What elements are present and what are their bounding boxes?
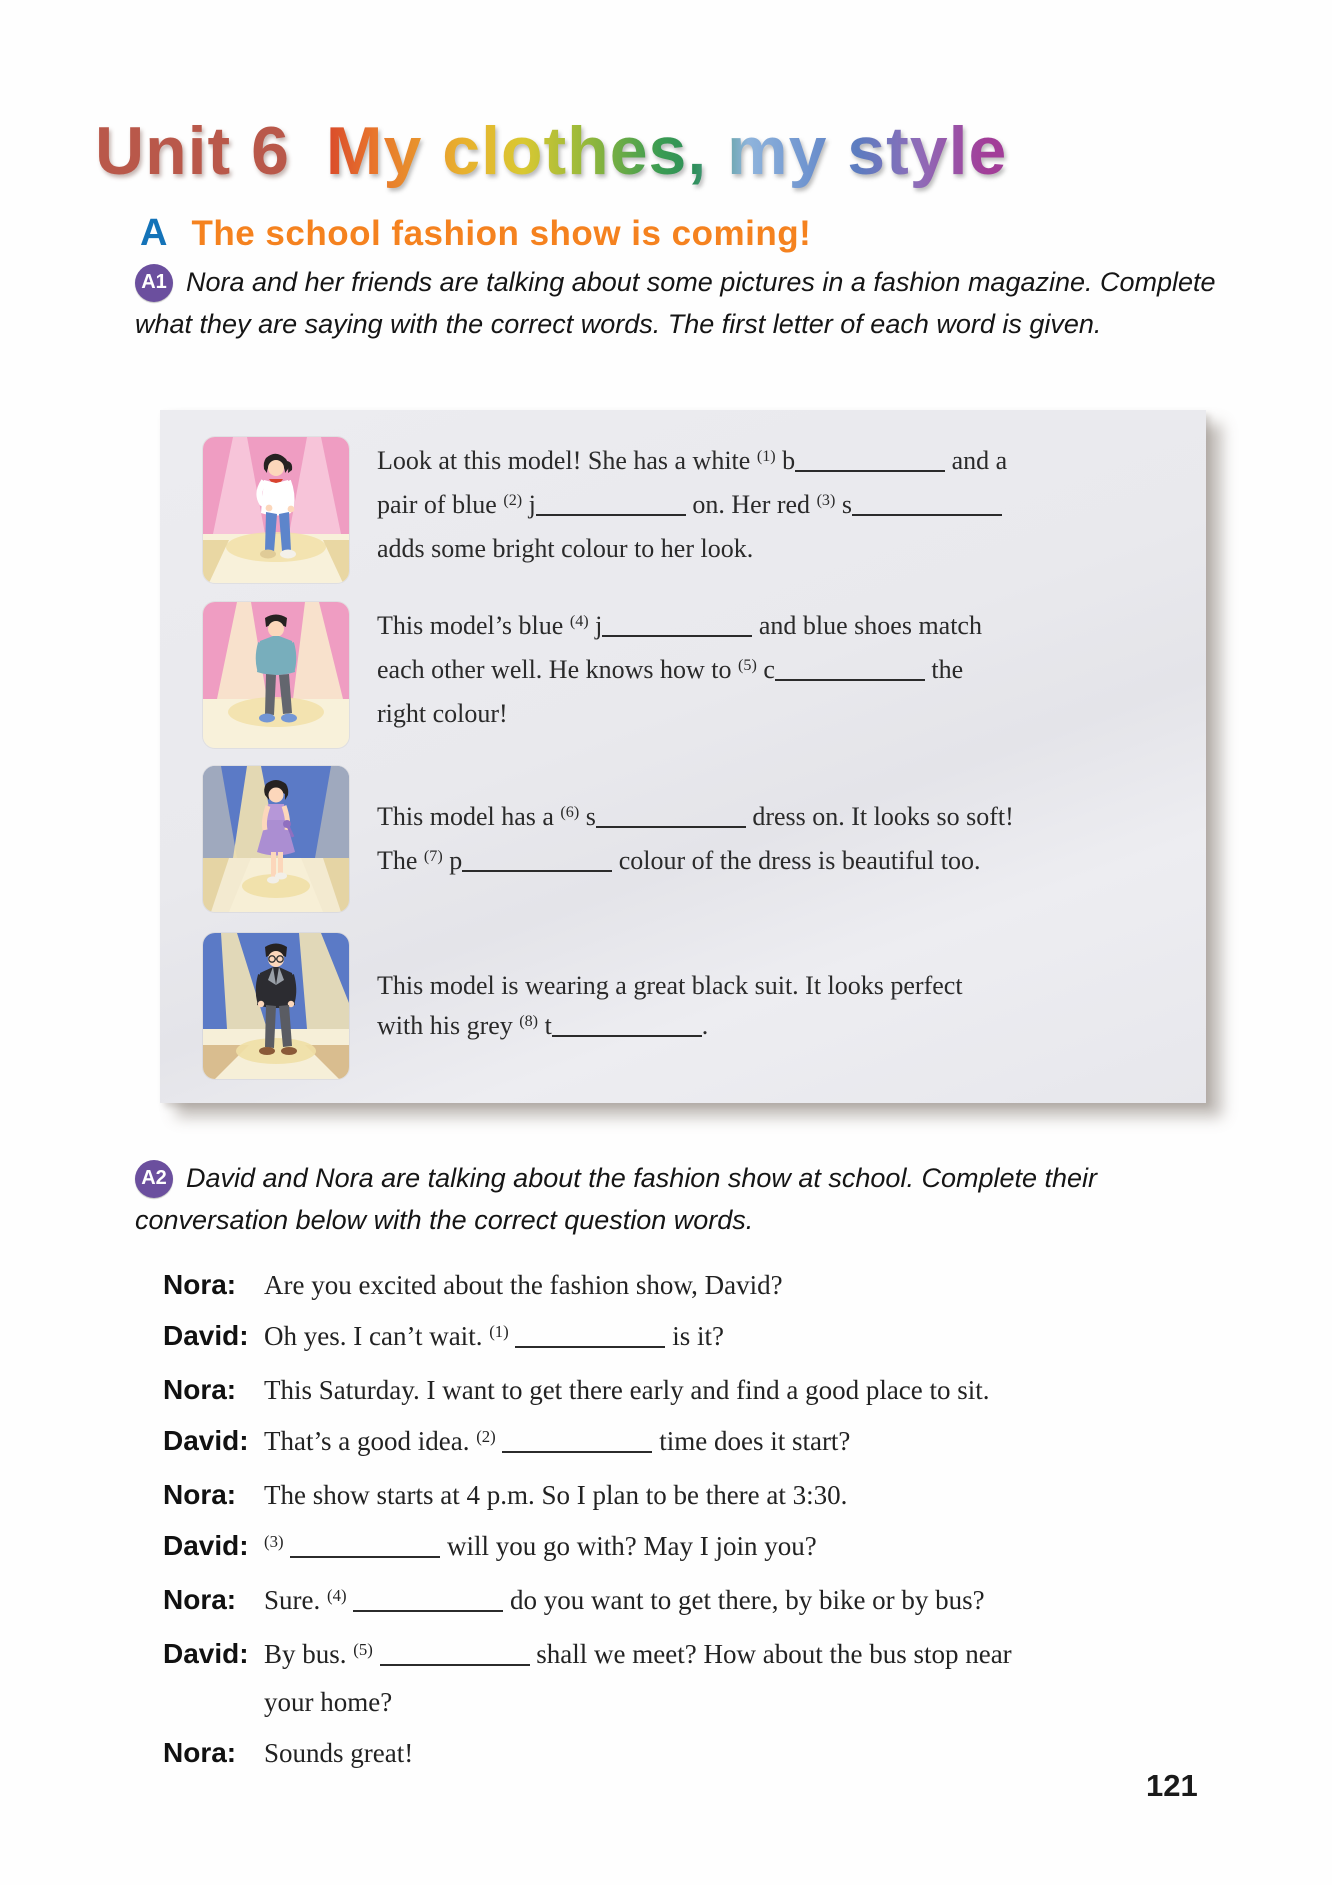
speaker-label: Nora: bbox=[163, 1584, 237, 1615]
section-letter: A bbox=[140, 212, 168, 254]
dialogue-line: $^{(3)}$ will you go with? May I join you? bbox=[264, 1531, 817, 1561]
model-photo-1 bbox=[203, 437, 349, 583]
blank-number-superscript: (4) bbox=[327, 1585, 347, 1605]
a1-worksheet-panel bbox=[160, 410, 1206, 1103]
blank-number-superscript: (5) bbox=[738, 657, 757, 675]
a2-dialogue bbox=[163, 1262, 1223, 1781]
dialogue-row bbox=[163, 1730, 1223, 1776]
dialogue-line: Oh yes. I can’t wait. $^{(1)}$ is it? bbox=[264, 1321, 724, 1351]
speaker-label: David: bbox=[163, 1320, 249, 1351]
fill-in-blank[interactable] bbox=[852, 514, 1002, 516]
dialogue-line: Sounds great! bbox=[264, 1738, 414, 1768]
dialogue-line: The show starts at 4 p.m. So I plan to be there at 3:30. bbox=[264, 1480, 848, 1510]
female-model-blue-stage-illustration bbox=[203, 766, 349, 912]
a1-b2-line1: This model’s blue $^{(4)}$ j and blue shoes match bbox=[377, 611, 982, 640]
dialogue-line: This Saturday. I want to get there early and find a good place to sit. bbox=[264, 1375, 990, 1405]
a1-b1-line1: Look at this model! She has a white $^{(1)}$ b and a bbox=[377, 446, 1008, 475]
speaker-label: Nora: bbox=[163, 1269, 237, 1300]
blank-number-superscript: (2) bbox=[503, 492, 523, 510]
dialogue-line: By bus. $^{(5)}$ shall we meet? How about the bus stop near your home? bbox=[264, 1639, 1012, 1717]
fill-in-blank[interactable] bbox=[602, 635, 752, 637]
speaker-label: David: bbox=[163, 1425, 249, 1456]
dialogue-row bbox=[163, 1472, 1223, 1518]
a2-instruction-row bbox=[135, 1158, 1235, 1199]
dialogue-row bbox=[163, 1577, 1223, 1626]
speaker-label: Nora: bbox=[163, 1737, 237, 1768]
fill-in-blank[interactable] bbox=[536, 514, 686, 516]
a2-instructions-line2: conversation below with the correct question words. bbox=[135, 1205, 754, 1235]
male-model-black-suit-illustration bbox=[203, 933, 349, 1079]
fill-in-blank[interactable] bbox=[795, 470, 945, 472]
fill-in-blank[interactable] bbox=[596, 826, 746, 828]
blank-number-superscript: (2) bbox=[476, 1426, 496, 1446]
unit-title: My clothes, my style bbox=[325, 113, 1008, 189]
male-model-pink-stage-illustration bbox=[203, 602, 349, 748]
dialogue-line: Sure. $^{(4)}$ do you want to get there, by bike or by bus? bbox=[264, 1585, 985, 1615]
fill-in-blank[interactable] bbox=[515, 1346, 665, 1348]
model-photo-2 bbox=[203, 602, 349, 748]
model-photo-4 bbox=[203, 933, 349, 1079]
blank-number-superscript: (1) bbox=[756, 448, 776, 466]
a1-instructions-line2: what they are saying with the correct words. The first letter of each word is given. bbox=[135, 309, 1102, 339]
fill-in-blank[interactable] bbox=[353, 1610, 503, 1612]
blank-number-superscript: (7) bbox=[423, 848, 443, 866]
a2-instructions-line1: David and Nora are talking about the fashion show at school. Complete their bbox=[186, 1163, 1098, 1193]
fill-in-blank[interactable] bbox=[290, 1556, 440, 1558]
unit-number: Unit 6 bbox=[95, 113, 290, 189]
blank-number-superscript: (6) bbox=[560, 804, 580, 822]
blank-number-superscript: (3) bbox=[264, 1531, 284, 1551]
a1-text-block-2 bbox=[377, 606, 1189, 734]
a1-b1-line3: adds some bright colour to her look. bbox=[377, 534, 754, 563]
blank-number-superscript: (8) bbox=[519, 1013, 539, 1031]
dialogue-line: That’s a good idea. $^{(2)}$ time does it start? bbox=[264, 1426, 851, 1456]
dialogue-row bbox=[163, 1418, 1223, 1467]
speaker-label: Nora: bbox=[163, 1479, 237, 1510]
dialogue-row bbox=[163, 1262, 1223, 1308]
exercise-a2 bbox=[135, 1158, 1235, 1241]
unit-header bbox=[95, 112, 1007, 190]
a1-b1-line2: pair of blue $^{(2)}$ j on. Her red $^{(3)}$ s bbox=[377, 485, 1189, 529]
fill-in-blank[interactable] bbox=[380, 1664, 530, 1666]
a1-b2-line3: right colour! bbox=[377, 699, 508, 728]
section-heading bbox=[140, 212, 811, 255]
section-title: The school fashion show is coming! bbox=[191, 214, 812, 253]
a1-b3-line1: This model has a $^{(6)}$ s dress on. It looks so soft! bbox=[377, 802, 1014, 831]
model-photo-3 bbox=[203, 766, 349, 912]
female-model-pink-stage-illustration bbox=[203, 437, 349, 583]
dialogue-row bbox=[163, 1313, 1223, 1362]
dialogue-line: Are you excited about the fashion show, David? bbox=[264, 1270, 783, 1300]
page-number: 121 bbox=[1146, 1768, 1198, 1803]
a1-text-block-4 bbox=[377, 966, 1189, 1050]
fill-in-blank[interactable] bbox=[552, 1035, 702, 1037]
exercise-badge-a2: A2 bbox=[135, 1160, 173, 1198]
a1-instructions-line1: Nora and her friends are talking about some pictures in a fashion magazine. Complete bbox=[186, 267, 1216, 297]
blank-number-superscript: (4) bbox=[569, 613, 589, 631]
blank-number-superscript: (5) bbox=[353, 1639, 373, 1659]
dialogue-row bbox=[163, 1523, 1223, 1572]
fill-in-blank[interactable] bbox=[462, 870, 612, 872]
a1-b4-line1: This model is wearing a great black suit. It looks perfect bbox=[377, 971, 963, 1000]
a1-text-block-3 bbox=[377, 797, 1189, 885]
speaker-label: David: bbox=[163, 1530, 249, 1561]
a1-text-block-1 bbox=[377, 441, 1189, 569]
a1-instruction-row bbox=[135, 262, 1235, 303]
dialogue-row bbox=[163, 1367, 1223, 1413]
fill-in-blank[interactable] bbox=[502, 1451, 652, 1453]
a1-b3-line2: The $^{(7)}$ p colour of the dress is beautiful too. bbox=[377, 846, 981, 875]
fill-in-blank[interactable] bbox=[775, 679, 925, 681]
blank-number-superscript: (3) bbox=[816, 492, 836, 510]
dialogue-row bbox=[163, 1631, 1223, 1725]
speaker-label: David: bbox=[163, 1638, 249, 1669]
exercise-badge-a1: A1 bbox=[135, 264, 173, 302]
speaker-label: Nora: bbox=[163, 1374, 237, 1405]
a1-b2-line2: each other well. He knows how to $^{(5)}$ c the bbox=[377, 655, 964, 684]
blank-number-superscript: (1) bbox=[489, 1321, 509, 1341]
exercise-a1 bbox=[135, 262, 1235, 345]
a1-b4-line2: with his grey $^{(8)}$ t . bbox=[377, 1011, 709, 1040]
